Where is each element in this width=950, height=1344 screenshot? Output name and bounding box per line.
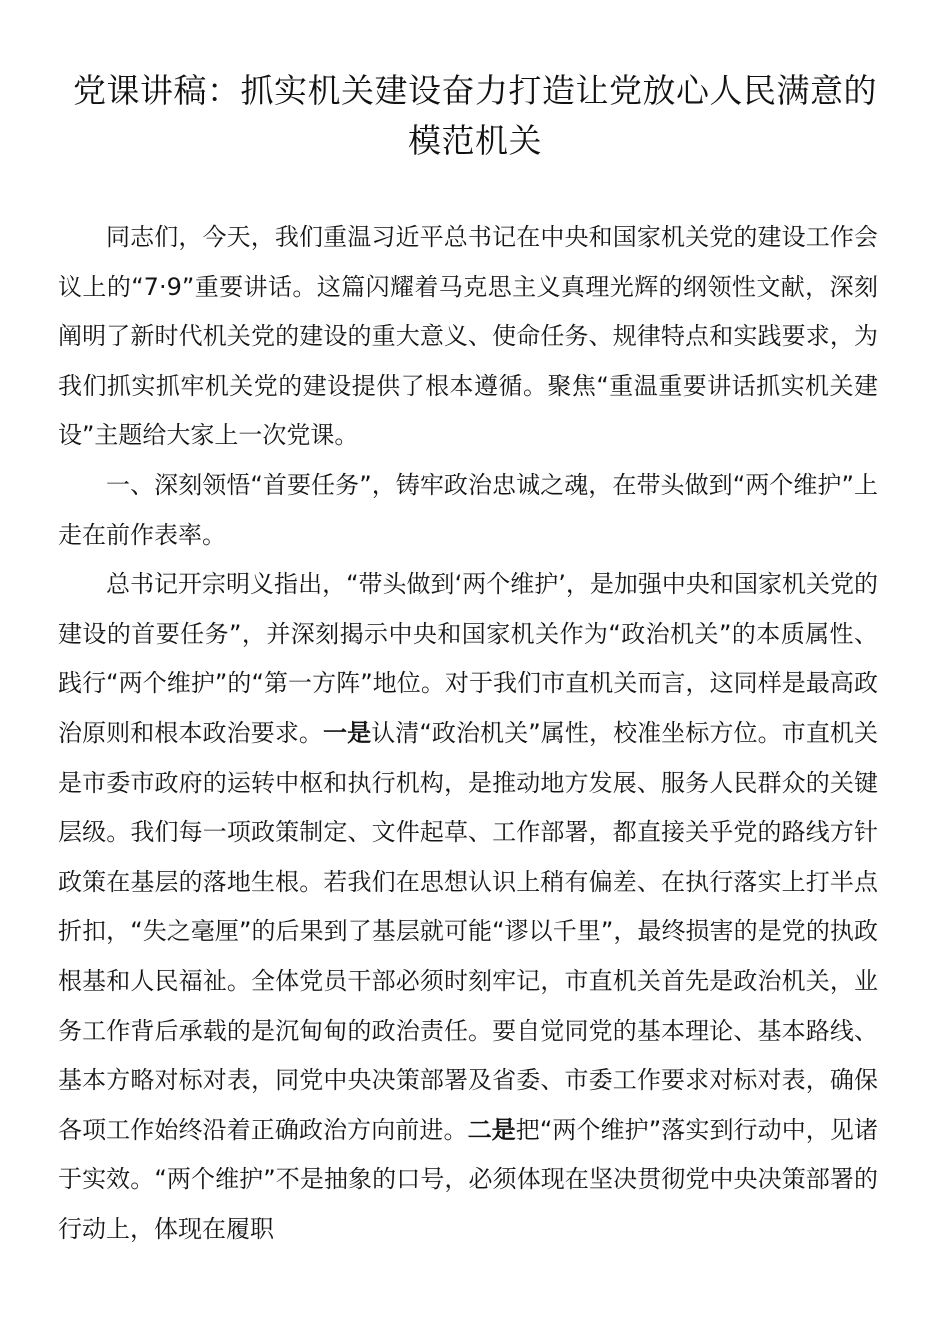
paragraph-opening: 同志们，今天，我们重温习近平总书记在中央和国家机关党的建设工作会议上的“7·9”重要讲话。这篇闪耀着马克思主义真理光辉的纲领性文献，深刻阐明了新时代机关党的建设的重大意义、使命任务、规律特点和实践要求，为我们抓实抓牢机关党的建设提供了根本遵循。聚焦“重温重要讲话抓实机关建设”主题给大家上一次党课。 [58,223,878,450]
document-title: 党课讲稿：抓实机关建设奋力打造让党放心人民满意的模范机关 [73,71,877,160]
paragraph-text: 认清“政治机关”属性，校准坐标方位。市直机关是市委市政府的运转中枢和执行机构，是推动地方发展、服务人民群众的关键层级。我们每一项政策制定、文件起草、工作部署，都直接关乎党的路线方针政策在基层的落地生根。若我们在思想认识上稍有偏差、在执行落实上打半点折扣，“失之毫厘”的后果到了基层就可能“谬以千里”，最终损害的是党的执政根基和人民福祉。全体党员干部必须时刻牢记，市直机关首先是政治机关，业务工作背后承载的是沉甸甸的政治责任。要自觉同党的基本理论、基本路线、基本方略对标对表，同党中央决策部署及省委、市委工作要求对标对表，确保各项工作始终沿着正确政治方向前进。 [58,718,878,1144]
emphasis-marker: 二是 [467,1115,516,1144]
paragraph-text: 总书记开宗明义指出，“带头做到‘两个维护’，是加强中央和国家机关党的建设的首要任务”，并深刻揭示中央和国家机关作为“政治机关”的本质属性、践行“两个维护”的“第一方阵”地位。对于我们市直机关而言，这同样是最高政治原则和根本政治要求。 [58,570,878,747]
paragraph-main [58,560,878,1254]
paragraph-section-heading: 一、深刻领悟“首要任务”，铸牢政治忠诚之魂，在带头做到“两个维护”上走在前作表率。 [58,470,878,549]
document-body [58,213,878,1254]
paragraph-text: 把“两个维护”落实到行动中，见诸于实效。“两个维护”不是抽象的口号，必须体现在坚决贯彻党中央决策部署的行动上，体现在履职 [58,1115,878,1243]
emphasis-marker: 一是 [323,718,372,747]
